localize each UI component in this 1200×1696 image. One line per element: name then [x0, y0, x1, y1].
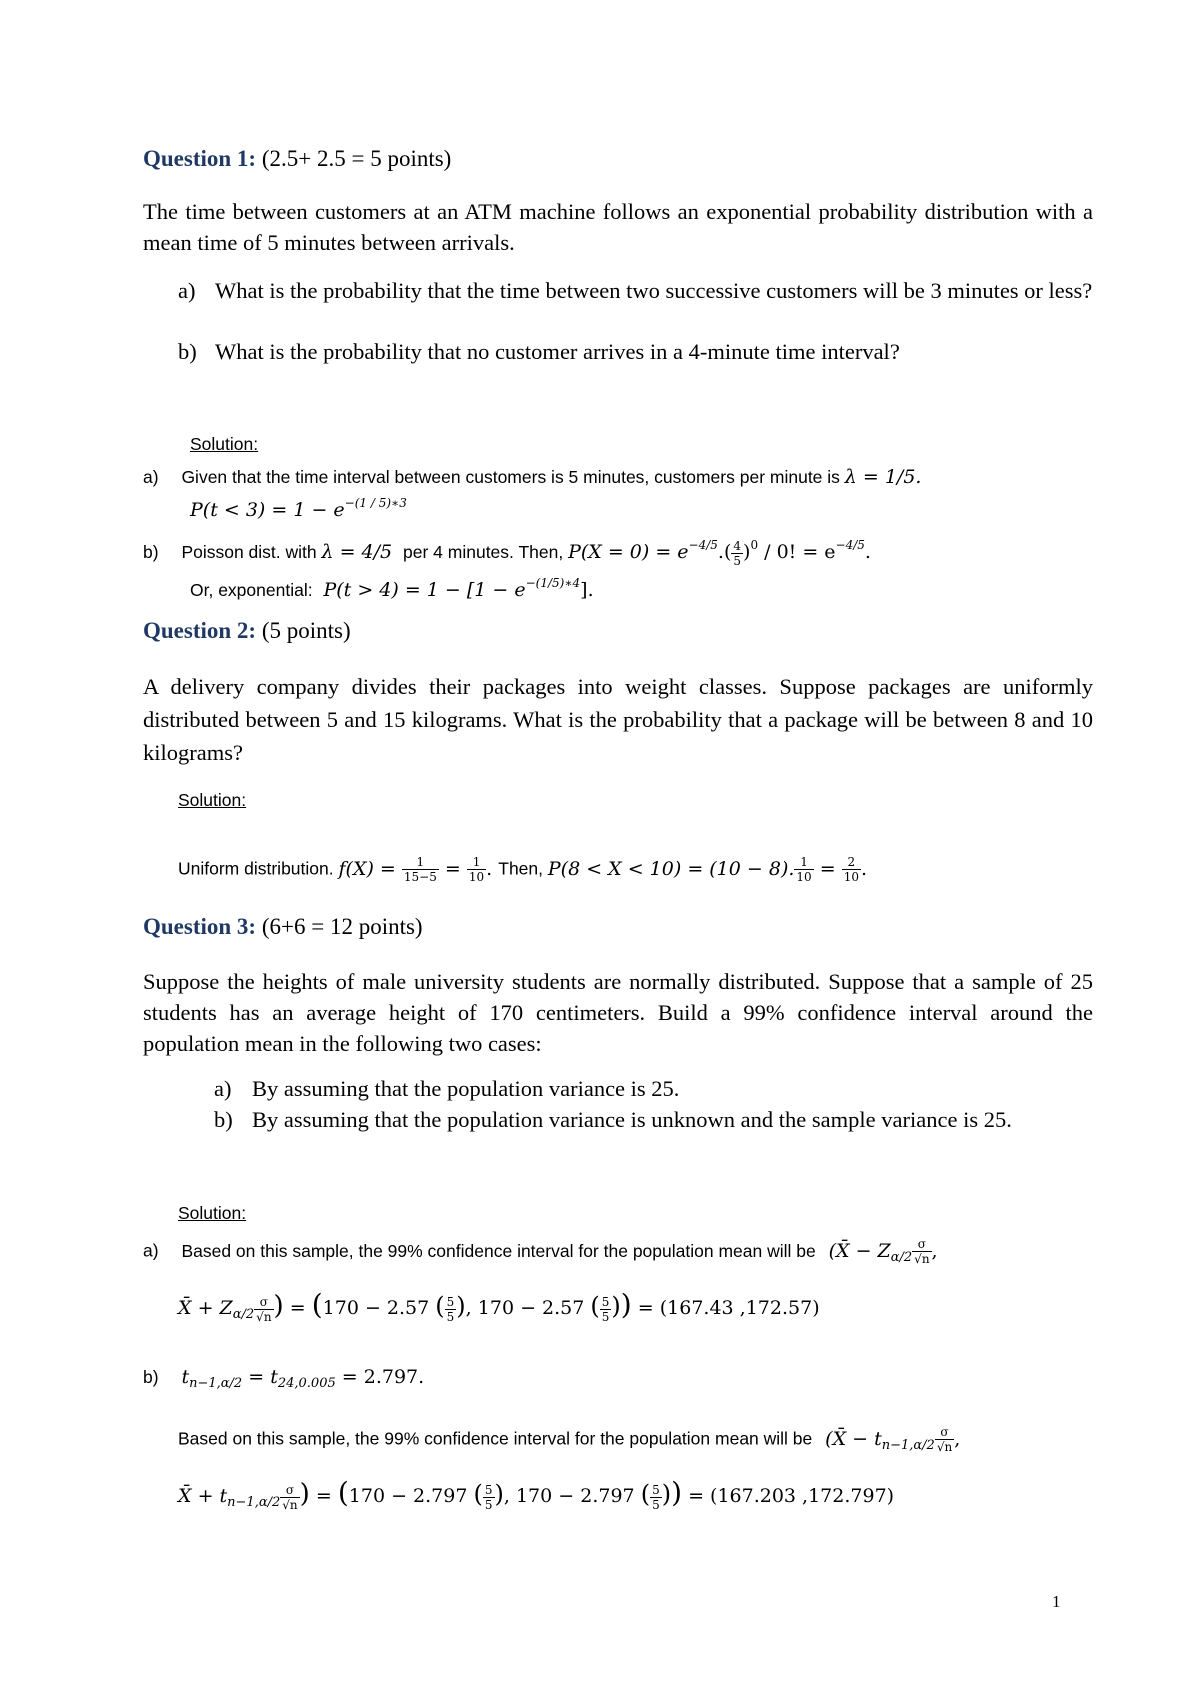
q2-fraction-1 — [402, 856, 439, 883]
q3-a-five-fraction-2 — [600, 1296, 612, 1323]
fraction-numerator: 1 — [794, 856, 813, 870]
q3-b-t-subscript-4: n−1,α/2 — [227, 1495, 281, 1510]
fraction-numerator: 2 — [842, 856, 861, 870]
q1-solution-a — [143, 466, 921, 488]
fraction-denominator: 5 — [484, 1497, 493, 1512]
q2-solution-title: Solution: — [178, 790, 247, 810]
q2-solution-text1: Uniform distribution. — [178, 858, 334, 879]
fraction-numerator: 5 — [446, 1294, 455, 1309]
q1-formula-b-fraction — [731, 540, 743, 567]
q3-solution-a-ci-open: (X̄ − $Z_{\alpha/2}$ $\frac{\sigma}{√n}$ , — [828, 1237, 938, 1266]
q3-a-ci-open: (X̄ − Z — [828, 1239, 891, 1262]
q3-solution-b — [143, 1366, 424, 1391]
fraction-denominator: 10 — [468, 870, 485, 884]
fraction-denominator: 10 — [843, 870, 859, 884]
q1-solution-b-alt-formula — [323, 576, 594, 601]
q3-items — [214, 1074, 1094, 1174]
q3-b-five-fraction-1 — [483, 1484, 495, 1511]
q3-item-a-marker: a) — [214, 1076, 232, 1101]
q1-formula-b-lhs: P(X = 0) = e — [568, 541, 689, 563]
fraction-numerator: 5 — [652, 1482, 660, 1497]
q2-solution-prob: P(8 < X < 10) = (10 − 8). $\frac{1}{10}$ = $\frac{2}{10}$ . — [547, 855, 868, 884]
q3-points: (6+6 = 12 points) — [261, 914, 423, 939]
q3-intro: Suppose the heights of male university students are normally distributed. Suppose that a sample of 25 students has an average height of 170 centimeters. Build a 99% confidence interval around the population mean in the following two cases: — [143, 969, 1093, 1056]
q1-formula-a-exponent: −(1 / 5)∗3 — [344, 496, 407, 510]
q3-solution-b-t — [181, 1366, 425, 1391]
fraction-numerator: 4 — [733, 538, 742, 553]
q3-b-result: (167.203 ,172.797) — [710, 1485, 895, 1507]
q3-b-t-value: = 2.797. — [341, 1366, 425, 1388]
q3-solution-b-text: Based on this sample, the 99% confidence interval for the population mean will be — [178, 1428, 813, 1449]
q1-solution-b-formula: $P(X = 0) = e^{-4/5}$.( $\frac{4}{5}$ )$^0$ / 0! = $e^{-4/5}$. — [568, 538, 871, 568]
q2-heading — [143, 618, 351, 644]
fraction-numerator: σ — [254, 1296, 273, 1310]
q3-b-ci-open: (X̄ − t — [825, 1427, 882, 1450]
q3-solution-b-ci-open: (X̄ − $t_{n-1,\alpha/2}$ $\frac{\sigma}{√n}$ , — [825, 1425, 961, 1454]
q1-item-a-text: What is the probability that the time between two successive customers will be 3 minutes or less? — [215, 278, 1093, 303]
q3-a-z-subscript: α/2 — [890, 1249, 913, 1265]
q1-solution-b-lambda: λ = 4/5 — [321, 541, 393, 563]
q3-b-t-eq: = t — [248, 1366, 278, 1388]
q1-solution-a-lambda: λ = 1/5. — [844, 466, 922, 488]
q1-solution-a-marker: a) — [143, 467, 159, 487]
fraction-numerator: 5 — [484, 1482, 493, 1497]
q2-fraction-3 — [794, 856, 813, 883]
q1-solution-b-alt-text: Or, exponential: — [190, 580, 313, 600]
q3-b-sigma-fraction-1 — [935, 1426, 954, 1453]
fraction-denominator: √n — [256, 1309, 272, 1324]
q2-p-expr: P(8 < X < 10) = (10 − 8). — [547, 857, 795, 880]
q3-a-sigma-fraction-1 — [912, 1238, 931, 1265]
fraction-denominator: √n — [936, 1440, 953, 1454]
q3-b-five-fraction-2 — [650, 1484, 662, 1511]
q3-b-t: t — [181, 1366, 190, 1388]
q3-b-t-subscript-2: 24,0.005 — [277, 1376, 336, 1391]
fraction-denominator: √n — [914, 1252, 930, 1266]
q3-solution-a-line2: X̄ + $Z_{\alpha/2}$ $\frac{\sigma}{√n}$ ) = (170 − 2.57 ( $\frac{5}{5}$ ), 170 − 2.57 ( $\frac{5}{5}$ )) = (167.43 ,172.57) — [178, 1288, 820, 1324]
q2-points: (5 points) — [261, 618, 351, 643]
fraction-numerator: 1 — [402, 856, 439, 870]
q3-b-upper: 170 − 2.797 — [515, 1485, 635, 1507]
q3-label: Question 3: — [143, 914, 257, 939]
q1-solution-b-alt — [190, 576, 594, 601]
q1-formula-a: P(t < 3) = 1 − e — [190, 499, 345, 521]
q2-fraction-4 — [842, 856, 861, 883]
q1-formula-alt: P(t > 4) = 1 − [1 − e — [323, 579, 526, 601]
q3-b-sigma-fraction-2 — [280, 1484, 299, 1511]
q1-items — [178, 276, 1093, 366]
q1-label: Question 1: — [143, 146, 257, 171]
q1-solution-a-formula — [190, 496, 407, 521]
fraction-numerator: 1 — [467, 856, 486, 870]
q3-a-lower: 170 − 2.57 — [322, 1297, 430, 1319]
q3-solution-b-line2: X̄ + $t_{n-1,\alpha/2}$ $\frac{\sigma}{√n}$ ) = (170 − 2.797 ( $\frac{5}{5}$ ), 170 − 2.797 ( $\frac{5}{5}$ )) = (167.203 ,172.797) — [178, 1476, 895, 1512]
q3-a-z-subscript-2: α/2 — [232, 1307, 255, 1322]
fraction-denominator: 5 — [652, 1497, 660, 1512]
q3-a-upper: 170 − 2.57 — [477, 1297, 585, 1319]
q3-solution-a — [143, 1238, 938, 1265]
q3-a-sigma-fraction-2 — [254, 1296, 273, 1323]
fraction-denominator: 15−5 — [403, 870, 437, 884]
q1-item-b-text: What is the probability that no customer arrives in a 4-minute time interval? — [215, 339, 900, 364]
q3-solution-a-text: Based on this sample, the 99% confidence interval for the population mean will be — [181, 1240, 816, 1261]
q1-formula-b-tail-exponent: −4/5 — [835, 538, 865, 552]
q3-item-a-text: By assuming that the population variance is 25. — [252, 1076, 680, 1101]
q1-solution-b — [143, 538, 871, 567]
q3-solution-title: Solution: — [178, 1203, 247, 1223]
q2-solution-pdf: f(X) = $\frac{1}{15-5}$ = $\frac{1}{10}$ . — [338, 855, 493, 884]
q2-solution-line — [178, 856, 867, 883]
fraction-numerator: σ — [912, 1238, 931, 1252]
q3-b-lower: 170 − 2.797 — [348, 1485, 468, 1507]
q1-heading — [143, 146, 451, 172]
q2-label: Question 2: — [143, 618, 257, 643]
page-number: 1 — [1052, 1592, 1061, 1611]
q2-fraction-2 — [467, 856, 486, 883]
q1-intro: The time between customers at an ATM machine follows an exponential probability distribution with a mean time of 5 minutes between arrivals. — [143, 199, 1093, 255]
q1-item-a — [178, 276, 1093, 336]
q3-b-t-subscript-1: n−1,α/2 — [189, 1376, 243, 1391]
q1-points: (2.5+ 2.5 = 5 points) — [261, 146, 452, 171]
fraction-denominator: √n — [282, 1497, 298, 1512]
q3-item-b-marker: b) — [214, 1107, 233, 1132]
q1-formula-alt-close: ]. — [580, 579, 594, 601]
q1-formula-b-exponent: −4/5 — [688, 538, 718, 552]
q1-solution-b-marker: b) — [143, 542, 159, 562]
fraction-numerator: σ — [280, 1484, 299, 1498]
q3-a-result: (167.43 ,172.57) — [659, 1297, 820, 1319]
q1-solution-b-text1: Poisson dist. with — [181, 542, 317, 562]
q3-solution-b-desc — [178, 1426, 960, 1453]
q3-b-t-subscript-3: n−1,α/2 — [881, 1437, 935, 1453]
q3-a-line2-start: X̄ + Z — [178, 1297, 233, 1319]
q3-solution-b-marker: b) — [143, 1367, 159, 1387]
fraction-denominator: 5 — [733, 553, 742, 568]
fraction-denominator: 5 — [446, 1309, 455, 1324]
fraction-numerator: σ — [935, 1426, 954, 1440]
q3-a-five-fraction-1 — [445, 1296, 457, 1323]
q2-f-lhs: f(X) = — [338, 857, 396, 880]
q1-formula-b-power: 0 — [750, 538, 759, 552]
q2-solution-text2: Then, — [498, 858, 543, 879]
fraction-denominator: 5 — [601, 1309, 610, 1324]
q1-item-a-marker: a) — [178, 278, 196, 303]
q3-item-b-text: By assuming that the population variance is unknown and the sample variance is 25. — [252, 1107, 1012, 1132]
q3-b-line2-start: X̄ + t — [178, 1485, 228, 1507]
q3-solution-a-marker: a) — [143, 1240, 159, 1261]
q1-solution-title: Solution: — [190, 434, 259, 454]
q1-solution-b-text2: per 4 minutes. Then, — [403, 542, 564, 562]
q1-solution-a-text: Given that the time interval between customers is 5 minutes, customers per minute is — [181, 467, 840, 487]
q1-formula-b-tail: / 0! = e — [764, 541, 836, 563]
q3-heading — [143, 914, 423, 940]
q1-formula-alt-exponent: −(1/5)∗4 — [525, 576, 581, 590]
fraction-numerator: 5 — [601, 1294, 610, 1309]
q1-item-b-marker: b) — [178, 339, 197, 364]
q3-item-b — [214, 1105, 1094, 1167]
fraction-denominator: 10 — [796, 870, 812, 884]
q2-intro: A delivery company divides their packages into weight classes. Suppose packages are uniformly distributed between 5 and 15 kilograms. What is the probability that a package will be between 8 and 10 kilograms? — [143, 674, 1093, 765]
